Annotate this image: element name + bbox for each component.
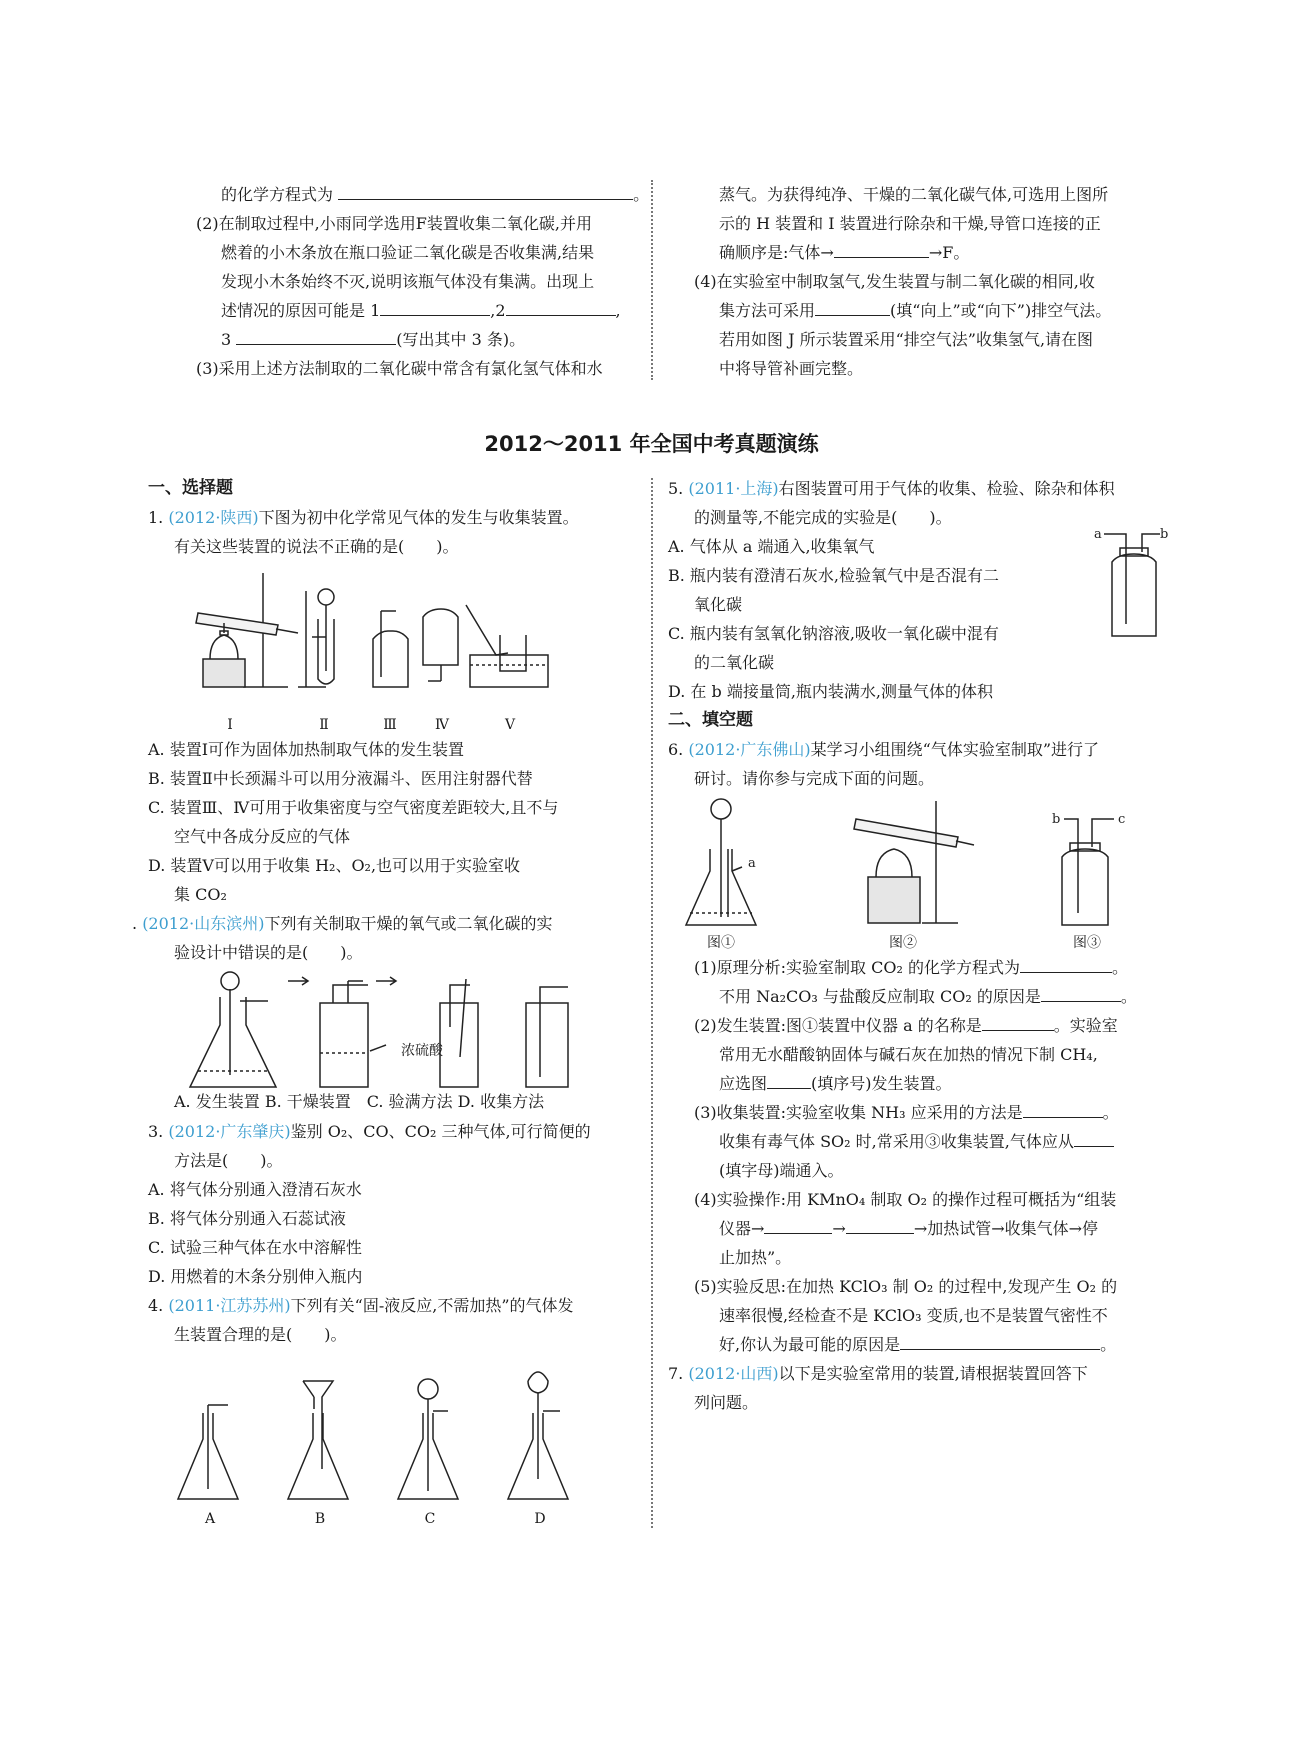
text: 。	[1100, 1335, 1117, 1354]
q1-stem	[148, 503, 642, 532]
option-b[interactable]: B. 瓶内装有澄清石灰水,检验氧气中是否混有二	[668, 566, 1000, 585]
fig-label: A	[204, 1511, 216, 1527]
question-source: (2011·江苏苏州)	[168, 1296, 291, 1315]
text: (4)实验操作:用 KMnO₄ 制取 O₂ 的操作过程可概括为“组装	[694, 1190, 1117, 1209]
question-source: (2012·陕西)	[168, 508, 259, 527]
label-c: c	[1118, 812, 1126, 827]
fig-caption: 图①	[707, 935, 735, 951]
fig-caption: 图②	[889, 935, 917, 951]
text: 验设计中错误的是( )。	[174, 943, 363, 962]
text: 蒸气。为获得纯净、干燥的二氧化碳气体,可选用上图所	[719, 185, 1109, 204]
question-number: 1.	[148, 508, 164, 527]
text: 中将导管补画完整。	[719, 359, 864, 378]
text: ,2	[490, 301, 506, 320]
apparatus-figure-q6	[668, 793, 1168, 931]
text: 以下是实验室常用的装置,请根据装置回答下	[778, 1364, 1088, 1383]
fig-label: B	[314, 1511, 326, 1527]
text: 止加热”。	[719, 1248, 792, 1267]
text: 集 CO₂	[174, 885, 227, 904]
option-a[interactable]: A. 将气体分别通入澄清石灰水	[148, 1180, 362, 1199]
text: 常用无水醋酸钠固体与碱石灰在加热的情况下制 CH₄,	[719, 1045, 1098, 1064]
question-number: 3.	[148, 1122, 164, 1141]
fig-label: Ⅴ	[504, 717, 516, 733]
question-number: 7.	[668, 1364, 684, 1383]
label-a: a	[748, 856, 756, 871]
text: (2)在制取过程中,小雨同学选用F装置收集二氧化碳,并用	[196, 214, 592, 233]
answer-blank[interactable]	[846, 1215, 914, 1234]
option-b[interactable]: B. 将气体分别通入石蕊试液	[148, 1209, 346, 1228]
option-c[interactable]: C. 装置Ⅲ、Ⅳ可用于收集密度与空气密度差距较大,且不与	[148, 798, 559, 817]
fig-label: Ⅱ	[319, 717, 329, 733]
text: (填序号)发生装置。	[811, 1074, 952, 1093]
text: 方法是( )。	[174, 1151, 283, 1170]
q4-figure	[148, 1349, 642, 1533]
apparatus-figure-q4	[148, 1349, 642, 1509]
column-divider-top	[651, 180, 653, 380]
fig-caption: 图③	[1073, 935, 1101, 951]
q4-stem	[148, 1291, 642, 1320]
top-right-text	[668, 180, 1168, 383]
text: (3)采用上述方法制取的二氧化碳中常含有氯化氢气体和水	[196, 359, 603, 378]
text: 示的 H 装置和 I 装置进行除杂和干燥,导管口连接的正	[719, 214, 1101, 233]
text: 述情况的原因可能是 1	[221, 301, 381, 320]
text: →	[832, 1219, 846, 1238]
text: 的化学方程式为	[221, 185, 334, 204]
option-d[interactable]: D. 在 b 端接量筒,瓶内装满水,测量气体的体积	[668, 682, 994, 701]
text: 下列有关“固-液反应,不需加热”的气体发	[290, 1296, 574, 1315]
text: 燃着的小木条放在瓶口验证二氧化碳是否收集满,结果	[221, 243, 595, 262]
left-column	[132, 474, 642, 1533]
answer-blank[interactable]	[380, 297, 490, 316]
option-b[interactable]: B. 装置Ⅱ中长颈漏斗可以用分液漏斗、医用注射器代替	[148, 769, 533, 788]
q5-options	[668, 527, 1168, 706]
q6-stem	[668, 735, 1168, 764]
fig-label: Ⅲ	[383, 717, 397, 733]
q6-figure	[668, 793, 1168, 953]
text: 的测量等,不能完成的实验是( )。	[694, 508, 952, 527]
question-source: (2012·广东佛山)	[688, 740, 811, 759]
text: →加热试管→收集气体→停	[913, 1219, 1099, 1238]
text: 不用 Na₂CO₃ 与盐酸反应制取 CO₂ 的原因是	[719, 987, 1041, 1006]
port-b-label: b	[1160, 527, 1168, 542]
text: 有关这些装置的说法不正确的是( )。	[174, 537, 459, 556]
apparatus-figure-q1	[148, 561, 642, 711]
text: 3	[221, 330, 232, 349]
text: 若用如图 J 所示装置采用“排空气法”收集氢气,请在图	[719, 330, 1094, 349]
fig-label: Ⅳ	[435, 717, 449, 733]
answer-blank[interactable]	[1020, 954, 1112, 973]
text: 研讨。请你参与完成下面的问题。	[694, 769, 935, 788]
choice-heading: 一、选择题	[148, 478, 233, 498]
q3-stem	[148, 1117, 642, 1146]
answer-blank[interactable]	[1074, 1128, 1114, 1147]
question-source: (2012·广东肇庆)	[168, 1122, 291, 1141]
text: 列问题。	[694, 1393, 759, 1412]
text: 。	[1102, 1103, 1119, 1122]
text: 发现小木条始终不灭,说明该瓶气体没有集满。出现上	[221, 272, 595, 291]
text: (3)收集装置:实验室收集 NH₃ 应采用的方法是	[694, 1103, 1023, 1122]
answer-blank[interactable]	[900, 1331, 1100, 1350]
text: 收集有毒气体 SO₂ 时,常采用③收集装置,气体应从	[719, 1132, 1074, 1151]
text: 。	[1120, 987, 1137, 1006]
text: 某学习小组围绕“气体实验室制取”进行了	[810, 740, 1100, 759]
question-number: 5.	[668, 479, 684, 498]
text: (填“向上”或“向下”)排空气法。	[890, 301, 1112, 320]
option-d[interactable]: D. 装置Ⅴ可以用于收集 H₂、O₂,也可以用于实验室收	[148, 856, 521, 875]
fig-label: D	[534, 1511, 546, 1527]
label-b: b	[1052, 812, 1061, 827]
text: (2)发生装置:图①装置中仪器 a 的名称是	[694, 1016, 982, 1035]
text: 的二氧化碳	[694, 653, 775, 672]
section-title: 2012～2011 年全国中考真题演练	[484, 432, 819, 456]
answer-blank[interactable]	[1041, 983, 1121, 1002]
text: →F。	[928, 243, 970, 262]
q7-stem	[668, 1359, 1168, 1388]
text: 氧化碳	[694, 595, 743, 614]
answer-blank[interactable]	[982, 1012, 1054, 1031]
text: (4)在实验室中制取氢气,发生装置与制二氧化碳的相同,收	[694, 272, 1095, 291]
gas-bottle-q5	[1094, 524, 1168, 642]
option-a[interactable]: A. 装置Ⅰ可作为固体加热制取气体的发生装置	[148, 740, 465, 759]
text: (5)实验反思:在加热 KClO₃ 制 O₂ 的过程中,发现产生 O₂ 的	[694, 1277, 1118, 1296]
q1-figure	[148, 561, 642, 735]
text: 。	[633, 185, 650, 204]
text: ,	[615, 301, 621, 320]
text: 好,你认为最可能的原因是	[719, 1335, 901, 1354]
answer-blank[interactable]	[236, 326, 396, 345]
question-number: 6.	[668, 740, 684, 759]
q5-stem	[668, 474, 1168, 503]
text: 生装置合理的是( )。	[174, 1325, 347, 1344]
option-a[interactable]: A. 气体从 a 端通入,收集氧气	[668, 537, 875, 556]
text: 鉴别 O₂、CO、CO₂ 三种气体,可行简便的	[290, 1122, 591, 1141]
option-d[interactable]: D. 用燃着的木条分别伸入瓶内	[148, 1267, 363, 1286]
fig-label: Ⅰ	[227, 717, 233, 733]
question-number: 4.	[148, 1296, 164, 1315]
option-c[interactable]: C. 试验三种气体在水中溶解性	[148, 1238, 362, 1257]
answer-blank[interactable]	[767, 1070, 811, 1089]
fill-heading: 二、填空题	[668, 710, 753, 730]
question-source: (2012·山东滨州)	[142, 914, 265, 933]
answer-blank[interactable]	[506, 297, 616, 316]
question-number: .	[132, 914, 138, 933]
text: (1)原理分析:实验室制取 CO₂ 的化学方程式为	[694, 958, 1021, 977]
text: 应选图	[719, 1074, 768, 1093]
right-column	[668, 474, 1168, 1417]
answer-blank[interactable]	[1023, 1099, 1103, 1118]
text: 下图为初中化学常见气体的发生与收集装置。	[258, 508, 579, 527]
text: 仪器→	[719, 1219, 765, 1238]
acid-label: 浓硫酸	[401, 1043, 443, 1059]
text: 速率很慢,经检查不是 KClO₃ 变质,也不是装置气密性不	[719, 1306, 1108, 1325]
column-divider-main	[651, 478, 653, 1528]
text: (填字母)端通入。	[719, 1161, 844, 1180]
fig-label: C	[424, 1511, 436, 1527]
q2-figure	[148, 967, 642, 1117]
top-left-text	[170, 180, 650, 383]
option-c[interactable]: C. 瓶内装有氢氧化钠溶液,吸收一氧化碳中混有	[668, 624, 999, 643]
answer-blank[interactable]	[815, 297, 890, 316]
question-source: (2011·上海)	[688, 479, 779, 498]
q2-caption: A. 发生装置 B. 干燥装置 C. 验满方法 D. 收集方法	[174, 1092, 545, 1111]
text: 确顺序是:气体→	[719, 243, 834, 262]
text: (写出其中 3 条)。	[396, 330, 526, 349]
apparatus-figure-q2	[148, 967, 642, 1093]
text: 空气中各成分反应的气体	[174, 827, 351, 846]
answer-blank[interactable]	[834, 239, 929, 258]
port-a-label: a	[1094, 527, 1102, 542]
text: 下列有关制取干燥的氧气或二氧化碳的实	[264, 914, 553, 933]
text: 集方法可采用	[719, 301, 816, 320]
q2-stem	[132, 909, 642, 938]
answer-blank[interactable]	[764, 1215, 832, 1234]
question-source: (2012·山西)	[688, 1364, 779, 1383]
text: 。实验室	[1053, 1016, 1118, 1035]
text: 。	[1112, 958, 1129, 977]
answer-blank[interactable]	[338, 181, 633, 200]
text: 右图装置可用于气体的收集、检验、除杂和体积	[778, 479, 1115, 498]
